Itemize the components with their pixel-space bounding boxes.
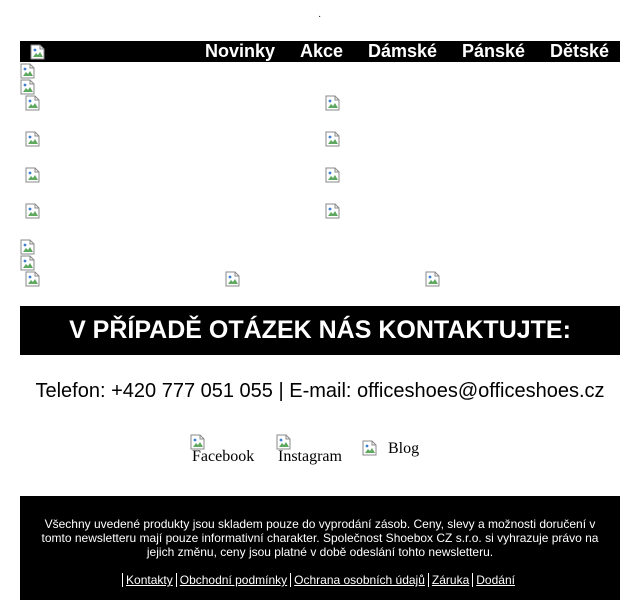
footer-link-zaruka[interactable]: Záruka	[428, 573, 472, 587]
banner-broken-image-icon[interactable]	[20, 63, 36, 79]
footer-links	[20, 573, 620, 587]
contact-separator: |	[278, 380, 284, 402]
main-navigation	[20, 41, 620, 62]
product-broken-image-icon[interactable]	[325, 131, 341, 147]
nav-item-akce[interactable]: Akce	[300, 41, 344, 61]
category-broken-image-icon[interactable]	[425, 271, 441, 287]
product-broken-image-icon[interactable]	[25, 95, 41, 111]
nav-item-panske[interactable]: Pánské	[462, 41, 526, 61]
logo-broken-image-icon[interactable]	[30, 44, 46, 60]
email-label: E-mail:	[289, 380, 352, 402]
product-broken-image-icon[interactable]	[25, 167, 41, 183]
nav-item-novinky[interactable]: Novinky	[205, 41, 276, 61]
phone-link[interactable]: +420 777 051 055	[111, 380, 273, 402]
banner-broken-image-icon[interactable]	[20, 255, 36, 271]
contact-heading: V PŘÍPADĚ OTÁZEK NÁS KONTAKTUJTE:	[20, 306, 620, 355]
product-broken-image-icon[interactable]	[25, 131, 41, 147]
footer-link-kontakty[interactable]: Kontakty	[122, 573, 176, 587]
email-link[interactable]: officeshoes@officeshoes.cz	[357, 380, 605, 402]
footer-disclaimer: Všechny uvedené produkty jsou skladem pouze do vyprodání zásob. Ceny, slevy a možnosti doručení v tomto newsletteru mají pouze informativní charakter. Společnost Shoebox CZ s.r.o. si vyhrazuje právo na jejich změnu, ceny jsou platné v době odeslání tohto newsletteru.	[41, 517, 599, 559]
category-broken-image-icon[interactable]	[225, 271, 241, 287]
contact-line	[0, 378, 640, 404]
phone-label: Telefon:	[35, 380, 106, 402]
nav-item-detske[interactable]: Dětské	[550, 41, 610, 61]
banner-broken-image-icon[interactable]	[20, 79, 36, 95]
blog-icon	[362, 440, 378, 456]
blog-label[interactable]: Blog	[388, 440, 420, 457]
product-broken-image-icon[interactable]	[325, 167, 341, 183]
footer	[20, 496, 620, 600]
footer-link-ochrana-udaju[interactable]: Ochrana osobních údajů	[290, 573, 428, 587]
facebook-label[interactable]: Facebook	[192, 448, 255, 465]
product-broken-image-icon[interactable]	[325, 203, 341, 219]
product-broken-image-icon[interactable]	[325, 95, 341, 111]
category-broken-image-icon[interactable]	[25, 271, 41, 287]
footer-link-obchodni-podminky[interactable]: Obchodní podmínky	[176, 573, 290, 587]
banner-broken-image-icon[interactable]	[20, 239, 36, 255]
footer-link-dodani[interactable]: Dodání	[472, 573, 518, 587]
instagram-label[interactable]: Instagram	[278, 448, 342, 465]
nav-item-damske[interactable]: Dámské	[368, 41, 438, 61]
spacer-dot: ·	[318, 11, 322, 22]
product-broken-image-icon[interactable]	[25, 203, 41, 219]
